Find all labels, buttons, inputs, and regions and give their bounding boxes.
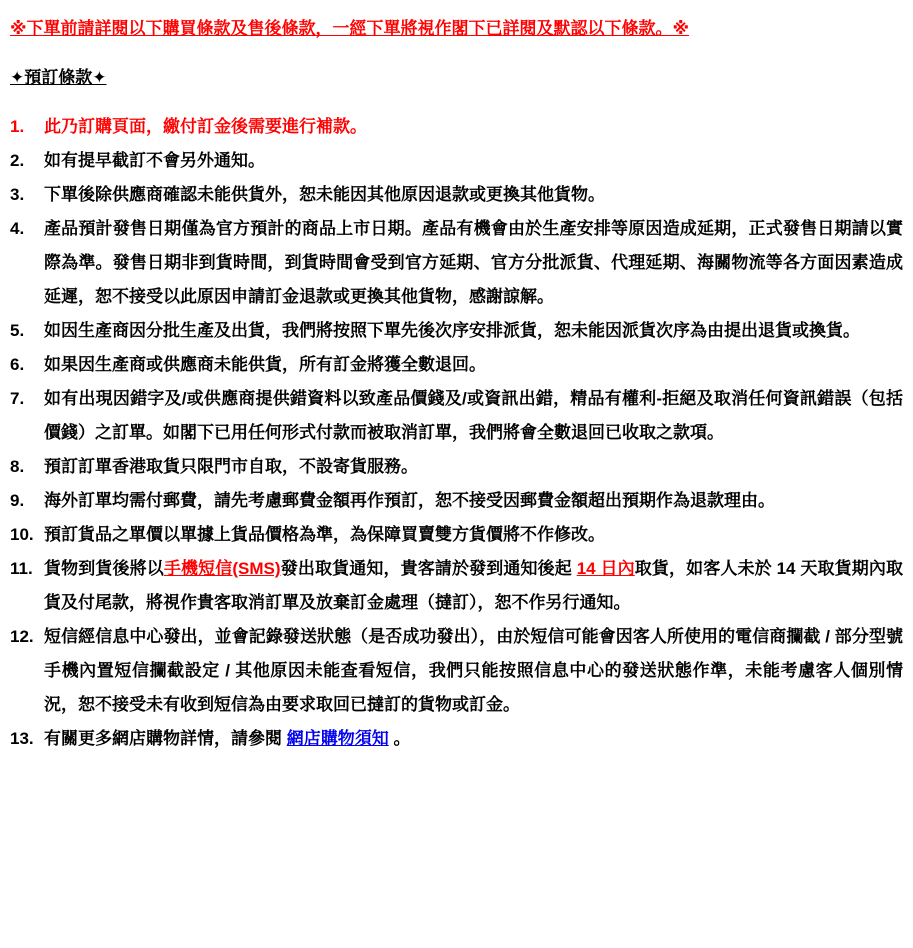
term-number: 1. — [10, 117, 25, 137]
shop-notice-link[interactable]: 網店購物須知 — [286, 729, 389, 749]
term-item — [10, 144, 903, 178]
term-highlight: 手機短信(SMS) — [163, 559, 281, 579]
term-item — [10, 348, 903, 382]
term-item — [10, 178, 903, 212]
term-item — [10, 722, 903, 756]
term-text — [44, 348, 903, 382]
preorder-terms-heading: ✦預訂條款✦ — [10, 68, 107, 88]
term-number: 4. — [10, 219, 25, 239]
term-number: 13. — [10, 729, 34, 749]
term-item — [10, 450, 903, 484]
term-segment: 短信經信息中心發出，並會記錄發送狀態（是否成功發出），由於短信可能會因客人所使用的電信商攔截 / 部分型號手機內置短信攔截設定 / 其他原因未能查看短信，我們只能按照信息中心的發送狀態作準，未能考慮客人個別情況，恕不接受未有收到短信為由要求取回已撻訂的貨物或訂金。 — [44, 627, 903, 715]
term-number: 3. — [10, 185, 25, 205]
term-segment: 產品預計發售日期僅為官方預計的商品上市日期。產品有機會由於生產安排等原因造成延期，正式發售日期請以實際為準。發售日期非到貨時間，到貨時間會受到官方延期、官方分批派貨、代理延期、海關物流等各方面因素造成延遲，恕不接受以此原因申請訂金退款或更換其他貨物，感謝諒解。 — [44, 219, 903, 307]
term-item — [10, 110, 903, 144]
term-text — [44, 314, 903, 348]
term-segment: 取貨，如客人未於 14 天取貨期內取貨及付尾款，將視作貴客取消訂單及放棄訂金處理（撻訂），恕不作另行通知。 — [44, 559, 903, 613]
term-segment: 預訂貨品之單價以單據上貨品價格為準，為保障買賣雙方貨價將不作修改。 — [44, 525, 605, 545]
term-segment: 下單後除供應商確認未能供貨外，恕未能因其他原因退款或更換其他貨物。 — [44, 185, 605, 205]
term-number: 11. — [10, 559, 33, 579]
term-segment: 海外訂單均需付郵費，請先考慮郵費金額再作預訂，恕不接受因郵費金額超出預期作為退款理由。 — [44, 491, 775, 511]
term-number: 12. — [10, 627, 34, 647]
term-text — [44, 382, 903, 450]
term-item — [10, 314, 903, 348]
term-item — [10, 552, 903, 620]
term-segment: 如有出現因錯字及/或供應商提供錯資料以致產品價錢及/或資訊出錯，精品有權利-拒絕及取消任何資訊錯誤（包括價錢）之訂單。如閣下已用任何形式付款而被取消訂單，我們將會全數退回已收取之款項。 — [44, 389, 903, 443]
term-number: 10. — [10, 525, 34, 545]
term-segment: 如因生產商因分批生產及出貨，我們將按照下單先後次序安排派貨，恕未能因派貨次序為由提出退貨或換貨。 — [44, 321, 860, 341]
term-item — [10, 484, 903, 518]
term-segment: 如果因生產商或供應商未能供貨，所有訂金將獲全數退回。 — [44, 355, 486, 375]
term-text — [44, 722, 903, 756]
term-number: 8. — [10, 457, 25, 477]
term-text — [44, 620, 903, 722]
term-text — [44, 518, 903, 552]
term-segment: 發出取貨通知，貴客請於發到通知後起 — [280, 559, 577, 579]
term-segment: 。 — [388, 729, 411, 749]
term-item — [10, 212, 903, 314]
term-text — [44, 110, 903, 144]
term-item — [10, 382, 903, 450]
terms-list — [10, 110, 903, 756]
term-number: 2. — [10, 151, 25, 171]
term-text — [44, 144, 903, 178]
term-number: 6. — [10, 355, 25, 375]
term-text — [44, 552, 903, 620]
term-number: 9. — [10, 491, 25, 511]
term-text — [44, 484, 903, 518]
term-text — [44, 450, 903, 484]
term-segment: 此乃訂購頁面，繳付訂金後需要進行補款。 — [44, 117, 367, 137]
term-segment: 如有提早截訂不會另外通知。 — [44, 151, 265, 171]
term-item — [10, 518, 903, 552]
term-highlight: 14 日內 — [576, 559, 635, 579]
term-text — [44, 178, 903, 212]
term-text — [44, 212, 903, 314]
term-segment: 貨物到貨後將以 — [44, 559, 164, 579]
term-segment: 預訂訂單香港取貨只限門市自取，不設寄貨服務。 — [44, 457, 418, 477]
purchase-notice-title: ※下單前請詳閱以下購買條款及售後條款，一經下單將視作閣下已詳閱及默認以下條款。※ — [10, 19, 690, 38]
term-segment: 有關更多網店購物詳情，請參閱 — [44, 729, 287, 749]
term-item — [10, 620, 903, 722]
term-number: 7. — [10, 389, 25, 409]
term-number: 5. — [10, 321, 25, 341]
